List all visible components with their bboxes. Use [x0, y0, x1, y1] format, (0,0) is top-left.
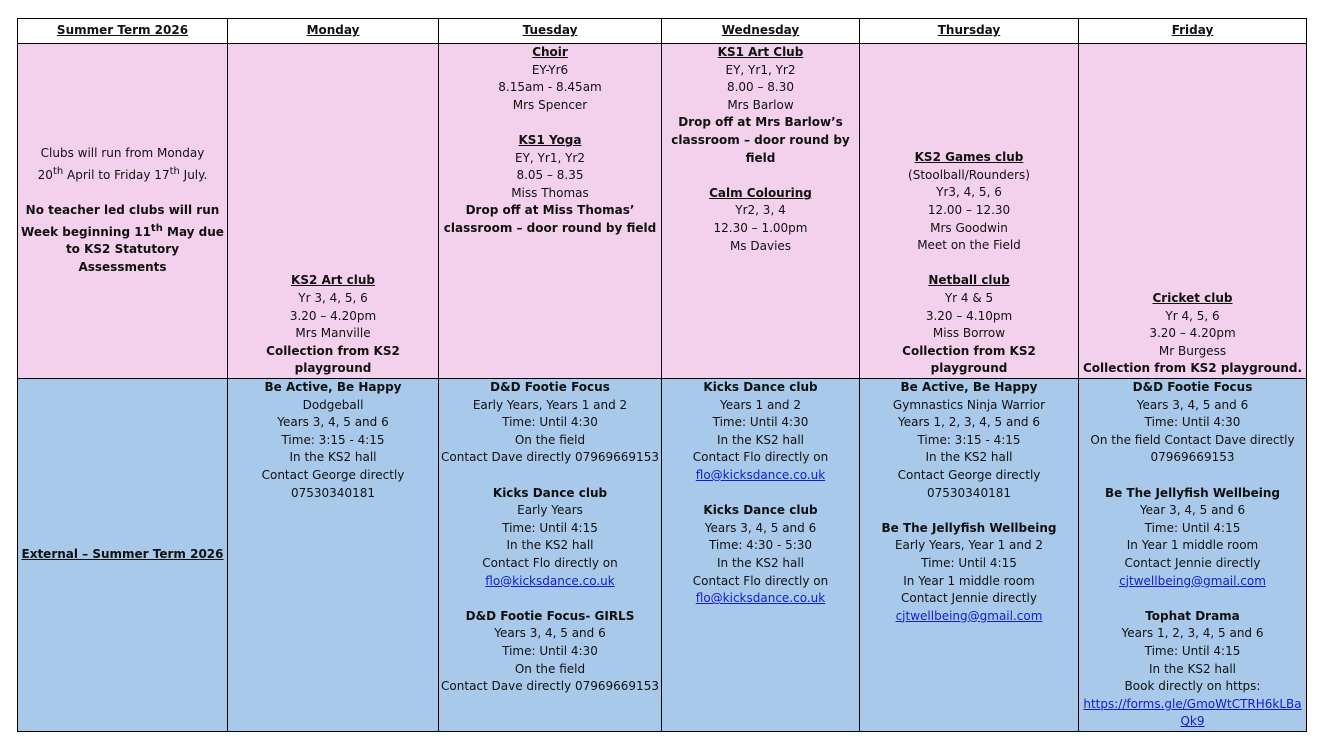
club-detail: Miss Borrow [932, 326, 1006, 341]
club-detail: In the KS2 hall [1148, 661, 1237, 676]
term-dates: Clubs will run from Monday 20th April to Friday 17th July. [37, 146, 208, 183]
club-detail: Time: Until 4:15 [502, 520, 598, 535]
club-detail: Years 1, 2, 3, 4, 5 and 6 [897, 415, 1040, 430]
club-note: Collection from KS2 playground [266, 343, 400, 376]
day-header-friday: Friday [1079, 19, 1307, 44]
tuesday-school-cell [439, 44, 662, 379]
club-title: KS1 Yoga [518, 132, 582, 147]
club-detail: Mrs Goodwin [930, 220, 1008, 235]
assessment-notice: No teacher led clubs will run Week beginning 11th May due to KS2 Statutory Assessments [21, 203, 224, 274]
club-title: Netball club [928, 273, 1010, 288]
club-detail: Time: Until 4:15 [1144, 643, 1241, 658]
club-detail: In Year 1 middle room [1126, 538, 1259, 553]
club-detail: Yr2, 3, 4 [735, 203, 786, 218]
club-detail: Mrs Barlow [727, 97, 794, 112]
club-title: Kicks Dance club [703, 503, 818, 518]
club-detail: Early Years [517, 503, 583, 518]
club-block [1081, 485, 1304, 591]
club-title: Tophat Drama [1145, 608, 1240, 623]
club-detail: Yr 4, 5, 6 [1165, 308, 1220, 323]
clubs-timetable [17, 18, 1307, 732]
thursday-external-cell [860, 379, 1079, 732]
club-detail: On the field [514, 661, 586, 676]
club-block [664, 44, 857, 167]
club-note: Drop off at Miss Thomas’ classroom – door round by field [443, 203, 657, 235]
club-title: KS2 Games club [914, 150, 1024, 165]
club-detail: Year 3, 4, 5 and 6 [1139, 503, 1246, 518]
club-title: Kicks Dance club [492, 485, 608, 500]
day-header-wednesday: Wednesday [662, 19, 860, 44]
club-detail: EY-Yr6 [531, 62, 569, 77]
club-detail: EY, Yr1, Yr2 [725, 62, 796, 77]
club-detail: In the KS2 hall [506, 538, 594, 553]
club-block [862, 272, 1076, 378]
club-detail: Dodgeball [302, 397, 364, 412]
club-block [230, 272, 436, 378]
club-detail: Mrs Spencer [512, 97, 588, 112]
club-block [862, 520, 1076, 626]
contact-link[interactable]: flo@kicksdance.co.uk [695, 591, 826, 606]
club-note: Collection from KS2 playground [902, 343, 1036, 376]
header-row [18, 19, 1307, 44]
club-detail: Gymnastics Ninja Warrior [892, 397, 1046, 412]
club-detail: Contact Jennie directly [901, 591, 1037, 606]
club-detail: Time: Until 4:30 [502, 415, 598, 430]
contact-link[interactable]: flo@kicksdance.co.uk [695, 467, 826, 482]
friday-school-cell [1079, 44, 1307, 379]
friday-external-cell [1079, 379, 1307, 732]
club-title: Cricket club [1152, 291, 1233, 306]
term-info-cell [18, 44, 228, 379]
club-detail: 3.20 – 4.10pm [925, 308, 1013, 323]
day-header-tuesday: Tuesday [439, 19, 662, 44]
club-block [664, 379, 857, 485]
club-title: Be Active, Be Happy [900, 380, 1038, 394]
club-detail: 07530340181 [927, 485, 1011, 500]
club-detail: Time: Until 4:15 [921, 555, 1017, 570]
thursday-school-cell [860, 44, 1079, 379]
club-detail: Years 1, 2, 3, 4, 5 and 6 [1121, 626, 1264, 641]
external-label: External – Summer Term 2026 [18, 379, 228, 732]
tuesday-external-cell [439, 379, 662, 732]
club-detail: Years 3, 4, 5 and 6 [704, 520, 817, 535]
club-detail: Mrs Manville [295, 326, 371, 341]
club-detail: Contact George directly [261, 467, 405, 482]
club-title: Choir [532, 45, 568, 59]
wednesday-school-cell [662, 44, 860, 379]
school-clubs-row [18, 44, 1307, 379]
club-detail: Book directly on https: [1124, 679, 1261, 694]
club-block [664, 185, 857, 255]
club-detail: Yr 4 & 5 [944, 291, 994, 306]
club-detail: Time: Until 4:30 [712, 415, 809, 430]
club-title: Be The Jellyfish Wellbeing [881, 520, 1057, 535]
monday-school-cell [228, 44, 439, 379]
club-block [862, 149, 1076, 255]
club-title: Be The Jellyfish Wellbeing [1104, 485, 1281, 500]
club-detail: Mr Burgess [1158, 343, 1227, 358]
club-detail: Contact Flo directly on [482, 555, 618, 570]
club-block [441, 608, 659, 696]
club-title: KS2 Art club [291, 273, 375, 288]
monday-external-cell [228, 379, 439, 732]
club-detail: On the field [514, 432, 586, 447]
club-block [441, 44, 659, 114]
club-detail: Early Years, Year 1 and 2 [894, 538, 1044, 553]
club-detail: 07530340181 [291, 485, 375, 500]
club-note: Drop off at Mrs Barlow’s classroom – door round by field [671, 115, 850, 165]
club-block [441, 379, 659, 467]
club-block [441, 485, 659, 591]
club-detail: Ms Davies [729, 238, 792, 253]
club-detail: Contact Dave directly 07969669153 [441, 679, 659, 694]
club-detail: Miss Thomas [511, 185, 589, 200]
club-block [664, 502, 857, 608]
day-header-monday: Monday [228, 19, 439, 44]
club-detail: Time: Until 4:15 [1144, 520, 1241, 535]
club-block [230, 379, 436, 502]
club-detail: Time: 3:15 - 4:15 [917, 432, 1021, 447]
club-detail: In the KS2 hall [925, 450, 1013, 465]
club-block [441, 132, 659, 238]
club-detail: Years 3, 4, 5 and 6 [494, 626, 606, 641]
club-detail: In Year 1 middle room [903, 573, 1035, 588]
club-detail: 8.00 – 8.30 [726, 80, 795, 95]
club-detail: In the KS2 hall [289, 450, 377, 465]
club-detail: Early Years, Years 1 and 2 [472, 397, 628, 412]
club-detail: Time: 4:30 - 5:30 [708, 538, 813, 553]
day-header-thursday: Thursday [860, 19, 1079, 44]
club-detail: Contact Dave directly 07969669153 [441, 450, 659, 465]
contact-link[interactable]: cjtwellbeing@gmail.com [1119, 573, 1266, 588]
club-detail: Years 3, 4, 5 and 6 [277, 415, 389, 430]
club-title: Kicks Dance club [703, 380, 818, 394]
club-note: Collection from KS2 playground. [1082, 361, 1303, 376]
club-detail: Meet on the Field [917, 238, 1021, 253]
club-detail: (Stoolball/Rounders) [908, 167, 1030, 182]
club-detail: 07969669153 [1150, 450, 1235, 465]
club-detail: Contact George directly [897, 467, 1041, 482]
club-detail: Contact Flo directly on [692, 450, 829, 465]
club-block [1081, 290, 1304, 378]
external-clubs-row [18, 379, 1307, 732]
club-detail: Contact Flo directly on [692, 573, 829, 588]
club-detail: 12.00 – 12.30 [927, 203, 1011, 218]
club-detail: 12.30 – 1.00pm [713, 220, 808, 235]
club-detail: In the KS2 hall [716, 555, 805, 570]
club-detail: Time: 3:15 - 4:15 [281, 432, 385, 447]
club-detail: 8.15am - 8.45am [498, 80, 602, 95]
club-detail: 3.20 – 4.20pm [289, 308, 377, 323]
contact-link[interactable]: cjtwellbeing@gmail.com [895, 608, 1043, 623]
club-title: D&D Footie Focus [1132, 380, 1253, 394]
club-detail: Years 3, 4, 5 and 6 [1136, 397, 1249, 412]
term-header: Summer Term 2026 [18, 19, 228, 44]
club-detail: Time: Until 4:30 [1144, 415, 1241, 430]
club-detail: EY, Yr1, Yr2 [515, 150, 585, 165]
club-title: KS1 Art Club [717, 45, 804, 59]
wednesday-external-cell [662, 379, 860, 732]
club-title: D&D Footie Focus- GIRLS [465, 608, 635, 623]
club-block [1081, 608, 1304, 731]
club-block [862, 379, 1076, 502]
club-block [1081, 379, 1304, 467]
contact-link[interactable]: flo@kicksdance.co.uk [485, 573, 615, 588]
club-detail: Yr3, 4, 5, 6 [936, 185, 1002, 200]
club-detail: Years 1 and 2 [720, 397, 801, 412]
club-detail: In the KS2 hall [716, 432, 805, 447]
club-detail: 8.05 – 8.35 [516, 168, 584, 183]
club-detail: Time: Until 4:30 [502, 643, 598, 658]
club-detail: On the field Contact Dave directly [1090, 432, 1295, 447]
club-detail: 3.20 – 4.20pm [1149, 326, 1236, 341]
club-title: D&D Footie Focus [490, 380, 610, 394]
contact-link[interactable]: https://forms.gle/GmoWtCTRH6kLBaQk9 [1083, 696, 1302, 729]
club-detail: Yr 3, 4, 5, 6 [298, 291, 368, 306]
club-detail: Contact Jennie directly [1124, 555, 1261, 570]
club-title: Be Active, Be Happy [264, 380, 402, 394]
club-title: Calm Colouring [709, 185, 812, 200]
